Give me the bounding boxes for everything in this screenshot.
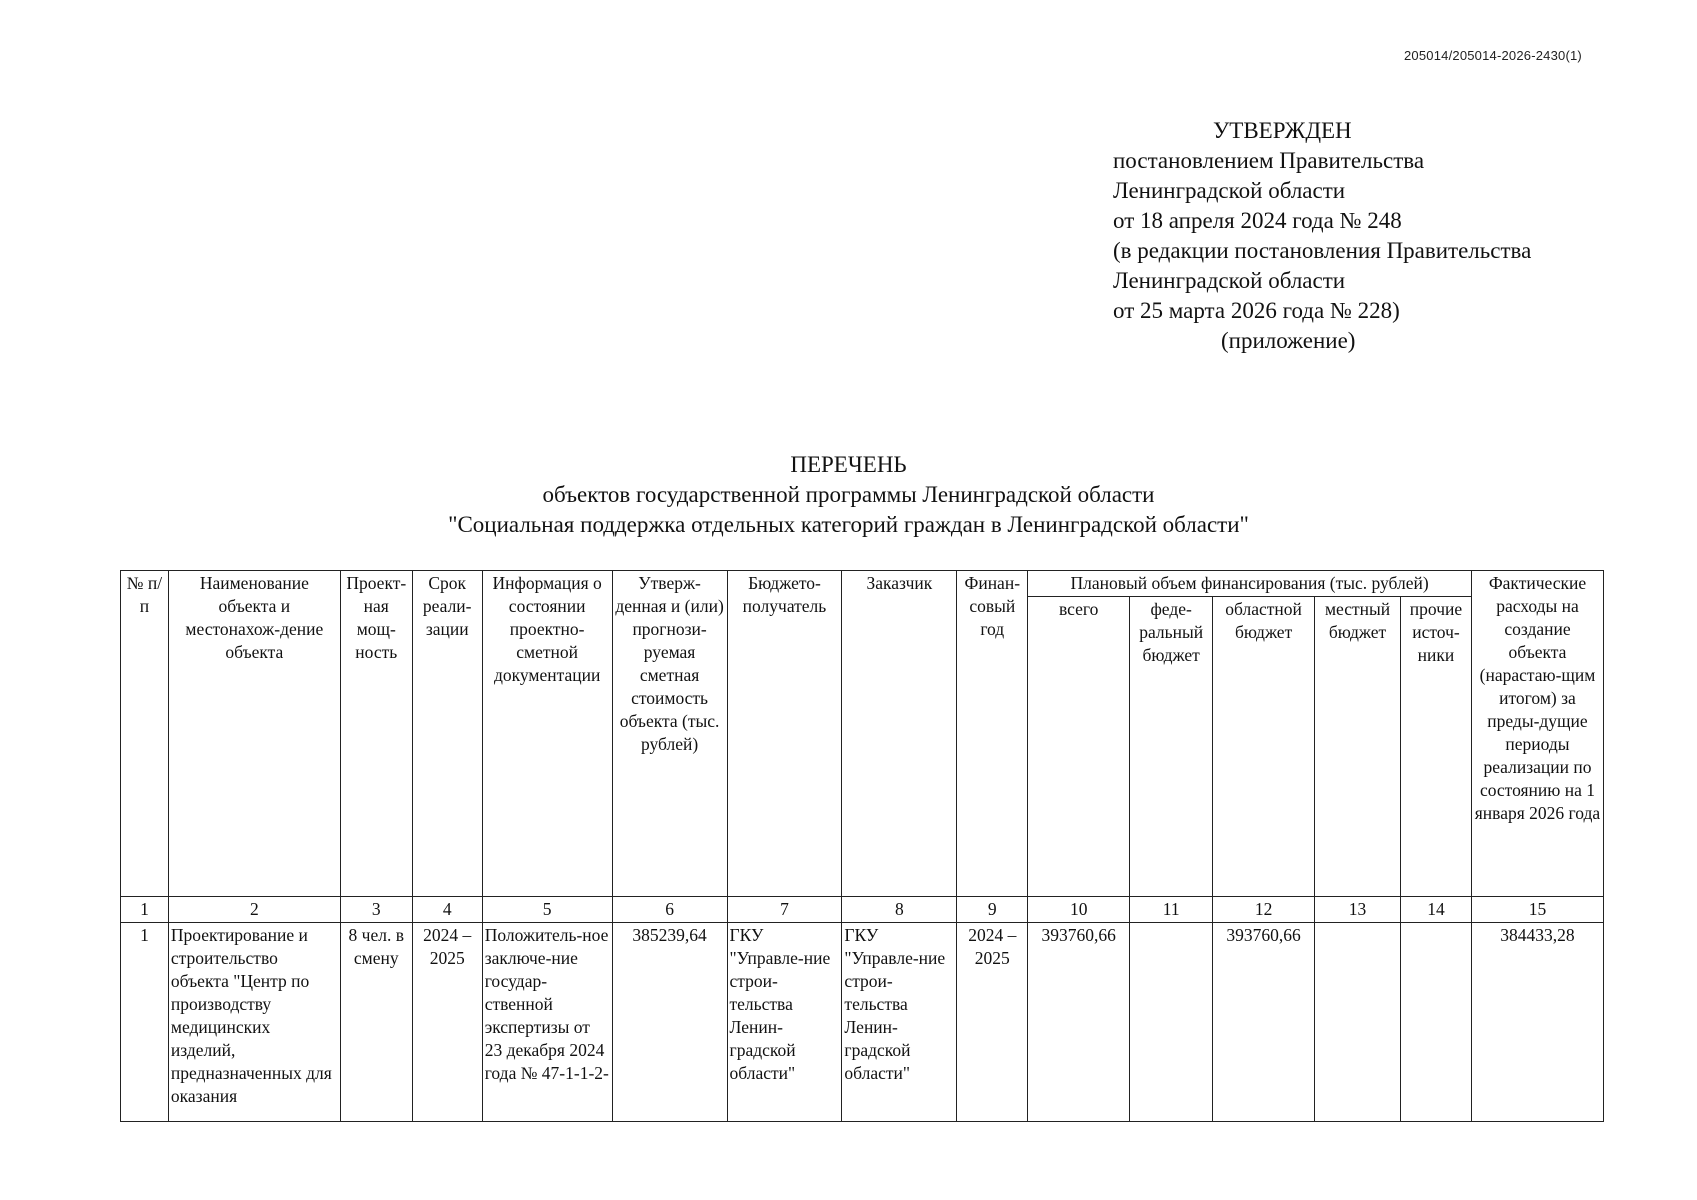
header-docs: Информация о состоянии проектно-сметной документации (482, 571, 612, 897)
header-recipient: Бюджето-получатель (727, 571, 842, 897)
cell-regional: 393760,66 (1213, 923, 1315, 1122)
col-number: 2 (168, 897, 340, 923)
header-other: прочие источ-ники (1401, 597, 1472, 897)
approval-line: постановлением Правительства (1113, 148, 1425, 173)
col-number: 10 (1028, 897, 1130, 923)
header-cost: Утверж-денная и (или) прогнози-руемая сметная стоимость объекта (тыс. рублей) (612, 571, 727, 897)
cell-total: 393760,66 (1028, 923, 1130, 1122)
col-number: 11 (1130, 897, 1213, 923)
header-regional: областной бюджет (1213, 597, 1315, 897)
col-number: 13 (1315, 897, 1401, 923)
approval-note: (приложение) (1221, 328, 1356, 353)
header-capacity: Проект-ная мощ-ность (340, 571, 412, 897)
header-customer: Заказчик (842, 571, 957, 897)
header-actual: Фактические расходы на создание объекта (нарастаю-щим итогом) за преды-дущие периоды реализации по состоянию на 1 января 2026 года (1471, 571, 1603, 897)
header-federal: феде-ральный бюджет (1130, 597, 1213, 897)
document-title (0, 450, 1697, 540)
header-local: местный бюджет (1315, 597, 1401, 897)
header-period: Срок реали-зации (412, 571, 482, 897)
cell-capacity: 8 чел. в смену (340, 923, 412, 1122)
cell-docs: Положитель-ное заключе-ние государ-ственной экспертизы от 23 декабря 2024 года № 47-1-1-2- (482, 923, 612, 1122)
approval-block (1113, 116, 1531, 356)
approval-title: УТВЕРЖДЕН (1213, 118, 1352, 143)
header-total: всего (1028, 597, 1130, 897)
cell-federal (1130, 923, 1213, 1122)
header-plan-group: Плановый объем финансирования (тыс. рублей) (1028, 571, 1472, 597)
document-id: 205014/205014-2026-2430(1) (1404, 48, 1582, 63)
cell-cost: 385239,64 (612, 923, 727, 1122)
header-name: Наименование объекта и местонахож-дение объекта (168, 571, 340, 897)
approval-line: (в редакции постановления Правительства (1113, 238, 1532, 263)
col-number: 5 (482, 897, 612, 923)
header-fin-year: Финан-совый год (957, 571, 1028, 897)
col-number: 8 (842, 897, 957, 923)
table-header-row (121, 571, 1604, 597)
cell-fin-year: 2024 – 2025 (957, 923, 1028, 1122)
cell-period: 2024 – 2025 (412, 923, 482, 1122)
col-number: 14 (1401, 897, 1472, 923)
title-line: объектов государственной программы Ленинградской области (542, 482, 1155, 507)
col-number: 12 (1213, 897, 1315, 923)
table-row (121, 923, 1604, 1122)
col-number: 9 (957, 897, 1028, 923)
cell-local (1315, 923, 1401, 1122)
col-number: 1 (121, 897, 169, 923)
objects-table (120, 570, 1604, 1122)
col-number: 3 (340, 897, 412, 923)
header-num: № п/п (121, 571, 169, 897)
cell-recipient: ГКУ "Управле-ние строи-тельства Ленин-градской области" (727, 923, 842, 1122)
column-numbers-row (121, 897, 1604, 923)
col-number: 15 (1471, 897, 1603, 923)
cell-num: 1 (121, 923, 169, 1122)
col-number: 4 (412, 897, 482, 923)
approval-line: Ленинградской области (1113, 178, 1346, 203)
cell-other (1401, 923, 1472, 1122)
approval-line: от 25 марта 2026 года № 228) (1113, 298, 1400, 323)
col-number: 7 (727, 897, 842, 923)
approval-line: от 18 апреля 2024 года № 248 (1113, 208, 1402, 233)
cell-actual: 384433,28 (1471, 923, 1603, 1122)
cell-customer: ГКУ "Управле-ние строи-тельства Ленин-градской области" (842, 923, 957, 1122)
col-number: 6 (612, 897, 727, 923)
cell-name: Проектирование и строительство объекта "Центр по производству медицинских изделий, предназначенных для оказания (168, 923, 340, 1122)
approval-line: Ленинградской области (1113, 268, 1346, 293)
title-main: ПЕРЕЧЕНЬ (790, 452, 907, 477)
title-line: "Социальная поддержка отдельных категорий граждан в Ленинградской области" (448, 512, 1249, 537)
